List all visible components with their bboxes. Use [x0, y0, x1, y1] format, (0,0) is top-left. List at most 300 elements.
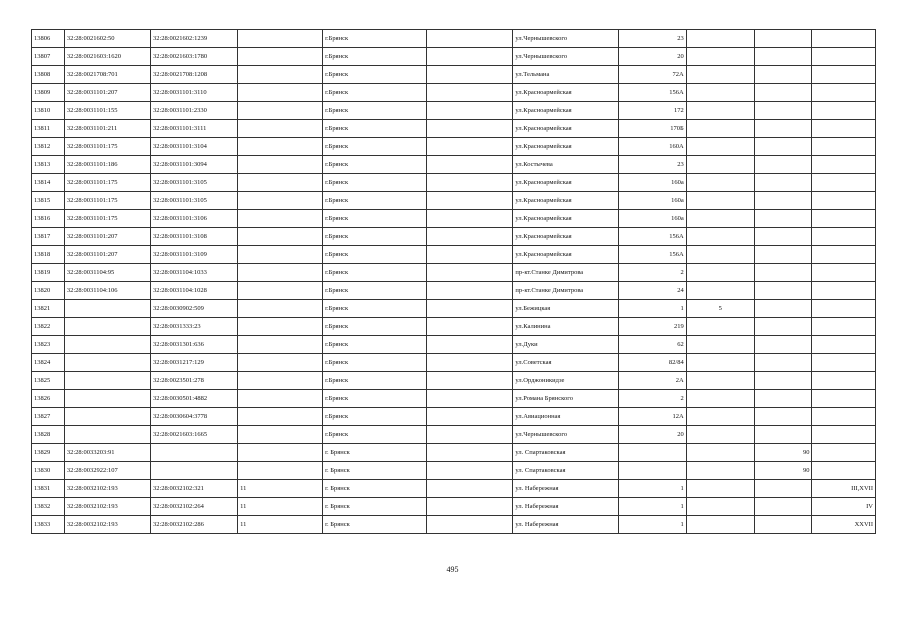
premises-cell: IV	[812, 498, 876, 516]
row-number-cell: 13816	[32, 210, 65, 228]
object-number-cell: 32:28:0031101:3108	[150, 228, 237, 246]
extra-number-cell	[754, 174, 812, 192]
extra-number-cell	[754, 246, 812, 264]
row-number-cell: 13832	[32, 498, 65, 516]
extra-number-cell	[754, 84, 812, 102]
parcel-number-cell	[64, 390, 150, 408]
city-cell: г.Брянск	[323, 66, 427, 84]
extra-number-cell	[754, 282, 812, 300]
extra-number-cell	[754, 66, 812, 84]
extra-number-cell	[754, 30, 812, 48]
locality-cell	[427, 480, 513, 498]
city-cell: г.Брянск	[323, 282, 427, 300]
street-cell: ул. Спартаковская	[513, 462, 618, 480]
row-number-cell: 13815	[32, 192, 65, 210]
building-cell	[686, 336, 754, 354]
city-cell: г.Брянск	[323, 426, 427, 444]
street-cell: ул.Красноармейская	[513, 138, 618, 156]
object-number-cell: 32:28:0031101:3111	[150, 120, 237, 138]
code-cell	[238, 336, 323, 354]
parcel-number-cell: 32:28:0032102:193	[64, 480, 150, 498]
street-cell: ул.Чернышевского	[513, 48, 618, 66]
parcel-number-cell: 32:28:0031101:207	[64, 228, 150, 246]
object-number-cell: 32:28:0032102:264	[150, 498, 237, 516]
street-cell: ул.Дуки	[513, 336, 618, 354]
row-number-cell: 13814	[32, 174, 65, 192]
code-cell	[238, 426, 323, 444]
building-cell	[686, 156, 754, 174]
street-cell: ул. Набережная	[513, 498, 618, 516]
parcel-number-cell	[64, 336, 150, 354]
street-cell: ул.Тельмана	[513, 66, 618, 84]
code-cell	[238, 462, 323, 480]
house-cell: 160а	[618, 192, 686, 210]
parcel-number-cell	[64, 426, 150, 444]
parcel-number-cell: 32:28:0031101:186	[64, 156, 150, 174]
locality-cell	[427, 408, 513, 426]
code-cell	[238, 156, 323, 174]
building-cell	[686, 228, 754, 246]
row-number-cell: 13809	[32, 84, 65, 102]
street-cell: ул.Красноармейская	[513, 228, 618, 246]
row-number-cell: 13831	[32, 480, 65, 498]
table-row	[32, 354, 876, 372]
parcel-number-cell: 32:28:0031101:175	[64, 138, 150, 156]
locality-cell	[427, 444, 513, 462]
city-cell: г. Брянск	[323, 444, 427, 462]
object-number-cell: 32:28:0031101:2330	[150, 102, 237, 120]
city-cell: г.Брянск	[323, 174, 427, 192]
table-row	[32, 480, 876, 498]
object-number-cell: 32:28:0031101:3110	[150, 84, 237, 102]
table-row	[32, 174, 876, 192]
object-number-cell: 32:28:0031101:3104	[150, 138, 237, 156]
row-number-cell: 13825	[32, 372, 65, 390]
city-cell: г.Брянск	[323, 84, 427, 102]
object-number-cell: 32:28:0021708:1208	[150, 66, 237, 84]
code-cell	[238, 408, 323, 426]
parcel-number-cell: 32:28:0031101:207	[64, 84, 150, 102]
object-number-cell: 32:28:0031101:3094	[150, 156, 237, 174]
code-cell	[238, 174, 323, 192]
city-cell: г.Брянск	[323, 336, 427, 354]
parcel-number-cell: 32:28:0032922:107	[64, 462, 150, 480]
premises-cell	[812, 30, 876, 48]
object-number-cell: 32:28:0031101:3105	[150, 192, 237, 210]
extra-number-cell	[754, 516, 812, 534]
extra-number-cell	[754, 336, 812, 354]
locality-cell	[427, 282, 513, 300]
house-cell: 82/84	[618, 354, 686, 372]
house-cell	[618, 444, 686, 462]
extra-number-cell	[754, 210, 812, 228]
building-cell	[686, 408, 754, 426]
table-row	[32, 300, 876, 318]
premises-cell	[812, 84, 876, 102]
table-row	[32, 138, 876, 156]
premises-cell	[812, 444, 876, 462]
row-number-cell: 13810	[32, 102, 65, 120]
parcel-number-cell: 32:28:0031101:211	[64, 120, 150, 138]
house-cell: 24	[618, 282, 686, 300]
locality-cell	[427, 516, 513, 534]
code-cell	[238, 300, 323, 318]
table-row	[32, 210, 876, 228]
house-cell: 62	[618, 336, 686, 354]
object-number-cell: 32:28:0031101:3109	[150, 246, 237, 264]
row-number-cell: 13828	[32, 426, 65, 444]
premises-cell	[812, 192, 876, 210]
parcel-number-cell: 32:28:0032102:193	[64, 498, 150, 516]
extra-number-cell: 90	[754, 462, 812, 480]
premises-cell	[812, 138, 876, 156]
locality-cell	[427, 156, 513, 174]
row-number-cell: 13811	[32, 120, 65, 138]
table-row	[32, 390, 876, 408]
parcel-number-cell	[64, 354, 150, 372]
building-cell	[686, 246, 754, 264]
building-cell	[686, 444, 754, 462]
parcel-number-cell	[64, 318, 150, 336]
row-number-cell: 13823	[32, 336, 65, 354]
locality-cell	[427, 192, 513, 210]
building-cell	[686, 498, 754, 516]
locality-cell	[427, 66, 513, 84]
locality-cell	[427, 336, 513, 354]
city-cell: г.Брянск	[323, 120, 427, 138]
building-cell: 5	[686, 300, 754, 318]
locality-cell	[427, 300, 513, 318]
premises-cell	[812, 318, 876, 336]
row-number-cell: 13807	[32, 48, 65, 66]
row-number-cell: 13830	[32, 462, 65, 480]
street-cell: ул.Красноармейская	[513, 210, 618, 228]
building-cell	[686, 282, 754, 300]
row-number-cell: 13826	[32, 390, 65, 408]
building-cell	[686, 66, 754, 84]
house-cell: 160а	[618, 210, 686, 228]
house-cell: 1	[618, 300, 686, 318]
row-number-cell: 13822	[32, 318, 65, 336]
premises-cell: XXVII	[812, 516, 876, 534]
table-row	[32, 516, 876, 534]
code-cell	[238, 210, 323, 228]
object-number-cell: 32:28:0030604:3778	[150, 408, 237, 426]
building-cell	[686, 426, 754, 444]
premises-cell	[812, 246, 876, 264]
object-number-cell	[150, 444, 237, 462]
street-cell: ул.Романа Брянского	[513, 390, 618, 408]
locality-cell	[427, 102, 513, 120]
object-number-cell: 32:28:0021602:1239	[150, 30, 237, 48]
code-cell	[238, 120, 323, 138]
street-cell: ул. Набережная	[513, 516, 618, 534]
building-cell	[686, 48, 754, 66]
parcel-number-cell: 32:28:0021708:701	[64, 66, 150, 84]
locality-cell	[427, 462, 513, 480]
code-cell	[238, 318, 323, 336]
row-number-cell: 13833	[32, 516, 65, 534]
building-cell	[686, 210, 754, 228]
city-cell: г.Брянск	[323, 102, 427, 120]
extra-number-cell	[754, 354, 812, 372]
premises-cell	[812, 48, 876, 66]
premises-cell	[812, 408, 876, 426]
locality-cell	[427, 84, 513, 102]
object-number-cell	[150, 462, 237, 480]
extra-number-cell	[754, 228, 812, 246]
table-row	[32, 318, 876, 336]
registry-table	[31, 29, 876, 534]
row-number-cell: 13827	[32, 408, 65, 426]
extra-number-cell	[754, 156, 812, 174]
premises-cell	[812, 228, 876, 246]
object-number-cell: 32:28:0031101:3105	[150, 174, 237, 192]
house-cell: 2А	[618, 372, 686, 390]
city-cell: г. Брянск	[323, 498, 427, 516]
parcel-number-cell	[64, 372, 150, 390]
code-cell	[238, 48, 323, 66]
building-cell	[686, 354, 754, 372]
building-cell	[686, 102, 754, 120]
city-cell: г. Брянск	[323, 516, 427, 534]
street-cell: ул.Красноармейская	[513, 192, 618, 210]
street-cell: ул.Чернышевского	[513, 30, 618, 48]
row-number-cell: 13819	[32, 264, 65, 282]
locality-cell	[427, 120, 513, 138]
extra-number-cell	[754, 264, 812, 282]
parcel-number-cell	[64, 300, 150, 318]
extra-number-cell	[754, 120, 812, 138]
code-cell	[238, 84, 323, 102]
premises-cell	[812, 372, 876, 390]
object-number-cell: 32:28:0021603:1665	[150, 426, 237, 444]
locality-cell	[427, 246, 513, 264]
building-cell	[686, 318, 754, 336]
parcel-number-cell: 32:28:0031101:155	[64, 102, 150, 120]
street-cell: ул.Орджоникидзе	[513, 372, 618, 390]
premises-cell: III,XVII	[812, 480, 876, 498]
parcel-number-cell: 32:28:0031104:106	[64, 282, 150, 300]
table-row	[32, 372, 876, 390]
row-number-cell: 13812	[32, 138, 65, 156]
row-number-cell: 13808	[32, 66, 65, 84]
premises-cell	[812, 120, 876, 138]
premises-cell	[812, 354, 876, 372]
building-cell	[686, 516, 754, 534]
code-cell	[238, 192, 323, 210]
object-number-cell: 32:28:0021603:1780	[150, 48, 237, 66]
parcel-number-cell: 32:28:0031101:175	[64, 192, 150, 210]
object-number-cell: 32:28:0030902:509	[150, 300, 237, 318]
table-row	[32, 120, 876, 138]
premises-cell	[812, 336, 876, 354]
building-cell	[686, 84, 754, 102]
code-cell	[238, 246, 323, 264]
house-cell: 156А	[618, 228, 686, 246]
building-cell	[686, 462, 754, 480]
extra-number-cell	[754, 426, 812, 444]
locality-cell	[427, 174, 513, 192]
extra-number-cell	[754, 138, 812, 156]
locality-cell	[427, 372, 513, 390]
locality-cell	[427, 228, 513, 246]
premises-cell	[812, 300, 876, 318]
parcel-number-cell: 32:28:0031104:95	[64, 264, 150, 282]
parcel-number-cell: 32:28:0033203:91	[64, 444, 150, 462]
locality-cell	[427, 498, 513, 516]
code-cell	[238, 138, 323, 156]
premises-cell	[812, 426, 876, 444]
house-cell: 156А	[618, 84, 686, 102]
object-number-cell: 32:28:0031104:1028	[150, 282, 237, 300]
extra-number-cell	[754, 480, 812, 498]
building-cell	[686, 192, 754, 210]
code-cell	[238, 444, 323, 462]
house-cell: 1	[618, 516, 686, 534]
locality-cell	[427, 426, 513, 444]
row-number-cell: 13818	[32, 246, 65, 264]
premises-cell	[812, 264, 876, 282]
premises-cell	[812, 102, 876, 120]
house-cell: 2	[618, 390, 686, 408]
code-cell: 11	[238, 516, 323, 534]
street-cell: ул.Калинина	[513, 318, 618, 336]
city-cell: г. Брянск	[323, 480, 427, 498]
locality-cell	[427, 138, 513, 156]
street-cell: ул.Красноармейская	[513, 120, 618, 138]
city-cell: г.Брянск	[323, 210, 427, 228]
house-cell: 1	[618, 480, 686, 498]
object-number-cell: 32:28:0023501:278	[150, 372, 237, 390]
house-cell: 1	[618, 498, 686, 516]
city-cell: г.Брянск	[323, 408, 427, 426]
premises-cell	[812, 390, 876, 408]
parcel-number-cell	[64, 408, 150, 426]
premises-cell	[812, 174, 876, 192]
city-cell: г.Брянск	[323, 156, 427, 174]
parcel-number-cell: 32:28:0032102:193	[64, 516, 150, 534]
premises-cell	[812, 66, 876, 84]
object-number-cell: 32:28:0032102:286	[150, 516, 237, 534]
locality-cell	[427, 354, 513, 372]
house-cell: 2	[618, 264, 686, 282]
table-row	[32, 30, 876, 48]
locality-cell	[427, 48, 513, 66]
object-number-cell: 32:28:0031333:23	[150, 318, 237, 336]
row-number-cell: 13821	[32, 300, 65, 318]
table-row	[32, 84, 876, 102]
house-cell: 219	[618, 318, 686, 336]
building-cell	[686, 174, 754, 192]
street-cell: пр-кт.Станке Димитрова	[513, 282, 618, 300]
street-cell: ул.Красноармейская	[513, 246, 618, 264]
street-cell: ул. Спартаковская	[513, 444, 618, 462]
extra-number-cell	[754, 48, 812, 66]
table-row	[32, 48, 876, 66]
city-cell: г.Брянск	[323, 138, 427, 156]
row-number-cell: 13813	[32, 156, 65, 174]
code-cell: 11	[238, 498, 323, 516]
table-row	[32, 246, 876, 264]
house-cell: 160а	[618, 174, 686, 192]
street-cell: ул.Костычева	[513, 156, 618, 174]
object-number-cell: 32:28:0031217:129	[150, 354, 237, 372]
parcel-number-cell: 32:28:0031101:207	[64, 246, 150, 264]
house-cell: 20	[618, 48, 686, 66]
table-row	[32, 192, 876, 210]
extra-number-cell	[754, 102, 812, 120]
object-number-cell: 32:28:0031101:3106	[150, 210, 237, 228]
table-row	[32, 336, 876, 354]
city-cell: г.Брянск	[323, 318, 427, 336]
city-cell: г.Брянск	[323, 264, 427, 282]
city-cell: г.Брянск	[323, 300, 427, 318]
row-number-cell: 13829	[32, 444, 65, 462]
house-cell: 156А	[618, 246, 686, 264]
building-cell	[686, 264, 754, 282]
row-number-cell: 13817	[32, 228, 65, 246]
extra-number-cell	[754, 390, 812, 408]
street-cell: ул.Чернышевского	[513, 426, 618, 444]
city-cell: г.Брянск	[323, 228, 427, 246]
extra-number-cell	[754, 372, 812, 390]
premises-cell	[812, 282, 876, 300]
house-cell: 23	[618, 30, 686, 48]
table-row	[32, 282, 876, 300]
street-cell: ул.Советская	[513, 354, 618, 372]
parcel-number-cell: 32:28:0031101:175	[64, 210, 150, 228]
parcel-number-cell: 32:28:0031101:175	[64, 174, 150, 192]
house-cell	[618, 462, 686, 480]
city-cell: г.Брянск	[323, 48, 427, 66]
city-cell: г.Брянск	[323, 30, 427, 48]
extra-number-cell	[754, 498, 812, 516]
house-cell: 160А	[618, 138, 686, 156]
code-cell	[238, 228, 323, 246]
page-number: 495	[446, 565, 459, 574]
street-cell: ул.Бежицкая	[513, 300, 618, 318]
premises-cell	[812, 156, 876, 174]
extra-number-cell	[754, 318, 812, 336]
premises-cell	[812, 210, 876, 228]
street-cell: ул.Красноармейская	[513, 84, 618, 102]
building-cell	[686, 390, 754, 408]
table-row	[32, 408, 876, 426]
code-cell: 11	[238, 480, 323, 498]
row-number-cell: 13806	[32, 30, 65, 48]
street-cell: ул.Красноармейская	[513, 102, 618, 120]
extra-number-cell	[754, 408, 812, 426]
table-row	[32, 66, 876, 84]
house-cell: 170Б	[618, 120, 686, 138]
city-cell: г. Брянск	[323, 462, 427, 480]
building-cell	[686, 480, 754, 498]
table-row	[32, 462, 876, 480]
city-cell: г.Брянск	[323, 246, 427, 264]
object-number-cell: 32:28:0030501:4882	[150, 390, 237, 408]
street-cell: ул. Набережная	[513, 480, 618, 498]
locality-cell	[427, 30, 513, 48]
street-cell: ул.Авиационная	[513, 408, 618, 426]
building-cell	[686, 372, 754, 390]
parcel-number-cell: 32:28:0021602:50	[64, 30, 150, 48]
parcel-number-cell: 32:28:0021603:1620	[64, 48, 150, 66]
object-number-cell: 32:28:0032102:321	[150, 480, 237, 498]
locality-cell	[427, 318, 513, 336]
city-cell: г.Брянск	[323, 390, 427, 408]
locality-cell	[427, 210, 513, 228]
